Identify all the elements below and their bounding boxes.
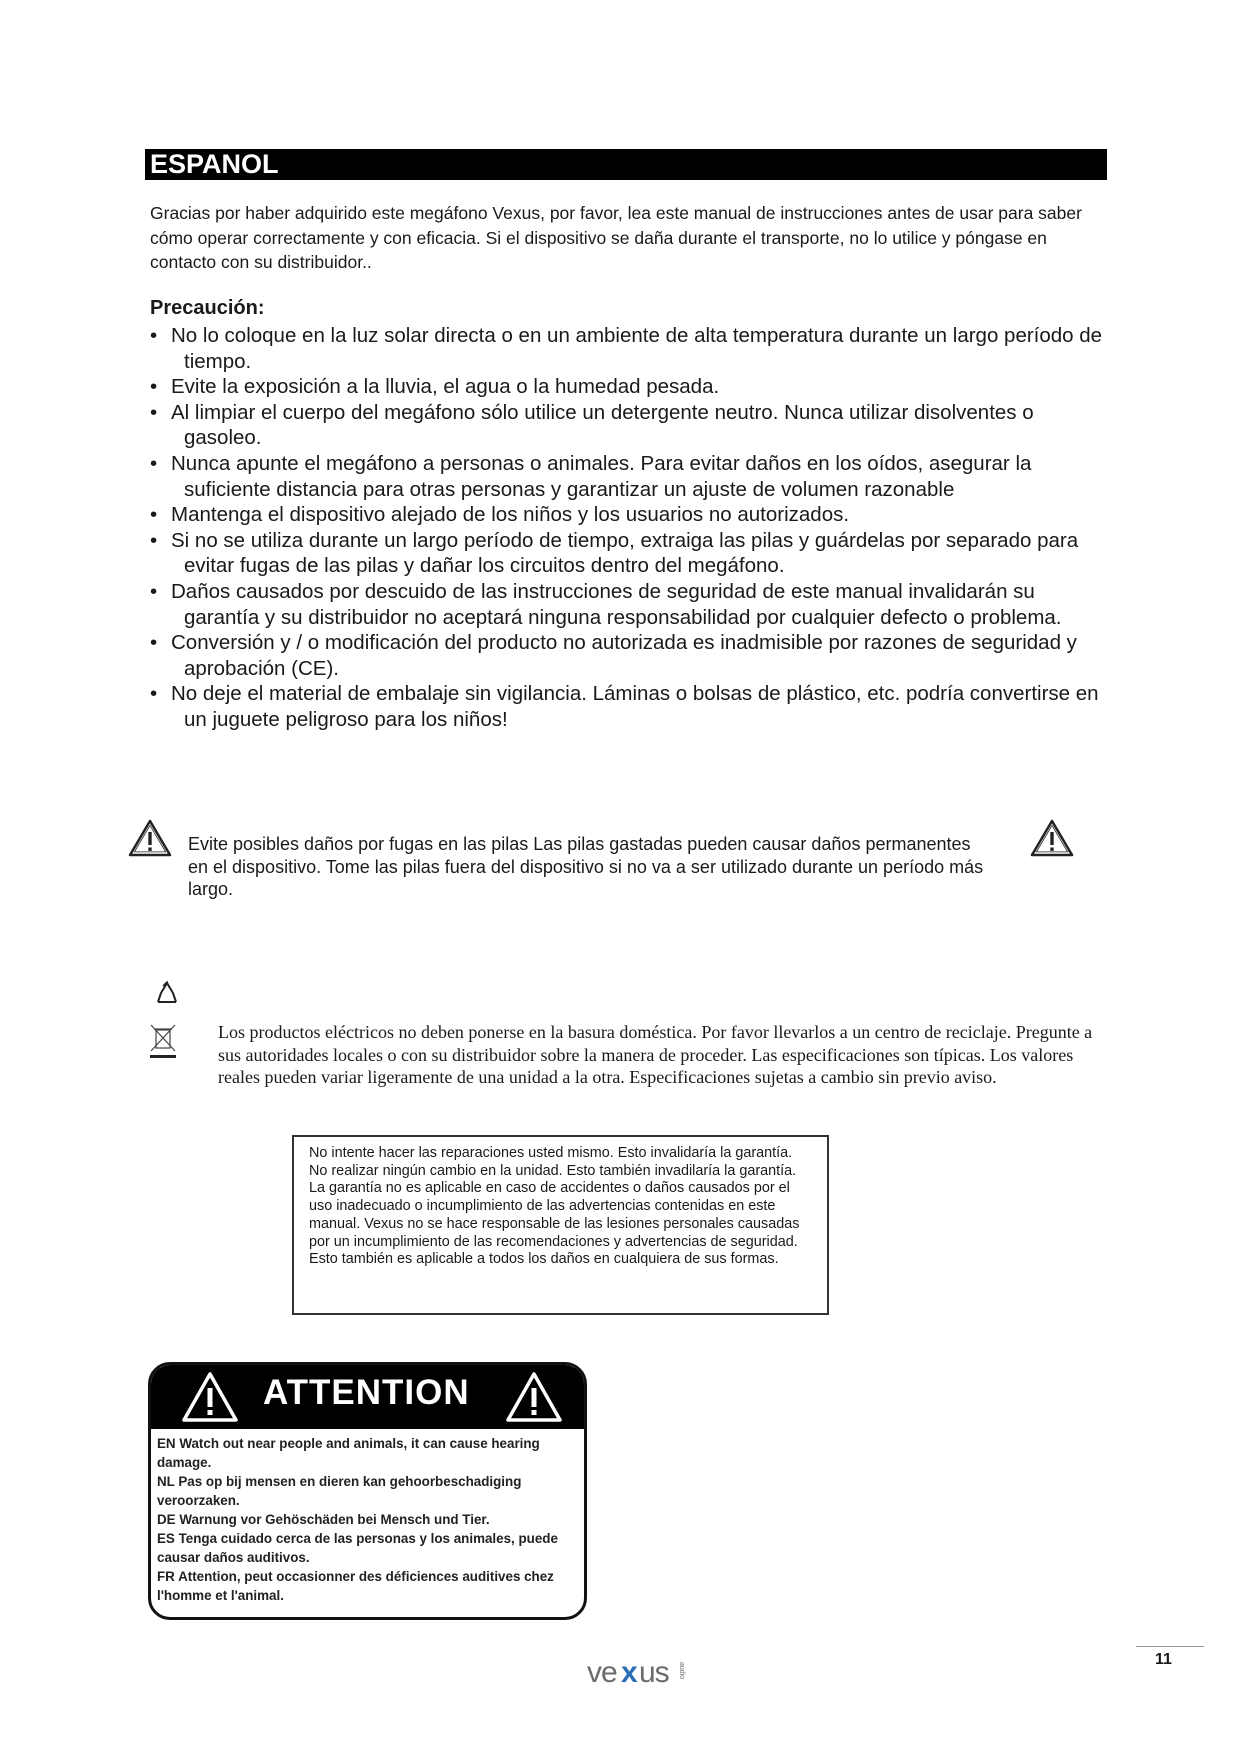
- recycle-icon: [154, 980, 180, 1006]
- warning-triangle-icon: [128, 818, 172, 858]
- language-code: DE: [157, 1512, 176, 1527]
- attention-header: [151, 1365, 584, 1429]
- caution-list: [150, 323, 1110, 733]
- attention-text: Attention, peut occasionner des déficiences auditives chez l'homme et l'animal.: [157, 1569, 554, 1603]
- page-number: 11: [1155, 1651, 1172, 1668]
- attention-title: ATTENTION: [263, 1373, 470, 1412]
- repair-notice-box: [292, 1135, 829, 1315]
- attention-row-fr: [157, 1567, 576, 1605]
- section-title-bar: [145, 149, 1107, 180]
- caution-item: • Conversión y / o modificación del producto no autorizada es inadmisible por razones de seguridad y aprobación (CE).: [150, 630, 1110, 681]
- crossed-bin-icon: [148, 1022, 178, 1060]
- attention-text: Watch out near people and animals, it can cause hearing damage.: [157, 1436, 540, 1470]
- weee-disposal-text: Los productos eléctricos no deben ponerse en la basura doméstica. Por favor llevarlos a un centro de reciclaje. Pregunte a sus autoridades locales o con su distribuidor sobre la manera de proceder. Las especificaciones son típicas. Los valores reales pueden variar ligeramente de una unidad a la otra. Especificaciones sujetas a cambio sin previo aviso.: [218, 1022, 1093, 1087]
- caution-title: Precaución:: [150, 297, 265, 319]
- caution-item: • No deje el material de embalaje sin vigilancia. Láminas o bolsas de plástico, etc. podría convertirse en un juguete peligroso para los niños!: [150, 681, 1110, 732]
- attention-text: Warnung vor Gehöschäden bei Mensch und Tier.: [179, 1512, 490, 1527]
- attention-row-es: [157, 1529, 576, 1567]
- caution-item: • Mantenga el dispositivo alejado de los niños y los usuarios no autorizados.: [150, 502, 1110, 528]
- attention-text: Pas op bij mensen en dieren kan gehoorbeschadiging veroorzaken.: [157, 1474, 522, 1508]
- intro-paragraph: Gracias por haber adquirido este megáfono Vexus, por favor, lea este manual de instrucciones antes de usar para saber cómo operar correctamente y con eficacia. Si el dispositivo se daña durante el transporte, no lo utilice y póngase en contacto con su distribuidor..: [150, 203, 1082, 272]
- attention-text: Tenga cuidado cerca de las personas y los animales, puede causar daños auditivos.: [157, 1531, 558, 1565]
- svg-text:ve: ve: [587, 1656, 617, 1689]
- battery-warning-text: Evite posibles daños por fugas en las pilas Las pilas gastadas pueden causar daños permanentes en el dispositivo. Tome las pilas fuera del dispositivo si no va a ser utilizado durante un período más largo.: [188, 834, 984, 899]
- caution-item: • Nunca apunte el megáfono a personas o animales. Para evitar daños en los oídos, asegurar la suficiente distancia para otras personas y garantizar un ajuste de volumen razonable: [150, 451, 1110, 502]
- caution-item: • Daños causados por descuido de las instrucciones de seguridad de este manual invalidarán su garantía y su distribuidor no aceptará ninguna responsabilidad por cualquier defecto o problema.: [150, 579, 1110, 630]
- caution-item: • No lo coloque en la luz solar directa o en un ambiente de alta temperatura durante un largo período de tiempo.: [150, 323, 1110, 374]
- attention-label: [148, 1362, 587, 1620]
- svg-text:us: us: [639, 1656, 669, 1689]
- caution-item: • Evite la exposición a la lluvia, el agua o la humedad pesada.: [150, 374, 1110, 400]
- language-code: NL: [157, 1474, 175, 1489]
- language-code: ES: [157, 1531, 175, 1546]
- attention-body: [151, 1429, 584, 1605]
- svg-text:x: x: [621, 1656, 638, 1689]
- svg-text:audio: audio: [678, 1662, 685, 1680]
- attention-row-de: [157, 1510, 576, 1529]
- section-title: ESPANOL: [150, 149, 279, 179]
- warning-triangle-icon: [505, 1371, 563, 1423]
- warning-triangle-icon: [181, 1371, 239, 1423]
- footer-divider: [1136, 1646, 1204, 1647]
- caution-item: • Al limpiar el cuerpo del megáfono sólo utilice un detergente neutro. Nunca utilizar disolventes o gasoleo.: [150, 400, 1110, 451]
- attention-row-en: [157, 1434, 576, 1472]
- vexus-logo: [585, 1654, 695, 1690]
- language-code: FR: [157, 1569, 175, 1584]
- caution-item: • Si no se utiliza durante un largo período de tiempo, extraiga las pilas y guárdelas por separado para evitar fugas de las pilas y dañar los circuitos dentro del megáfono.: [150, 528, 1110, 579]
- warning-triangle-icon: [1030, 818, 1074, 858]
- language-code: EN: [157, 1436, 176, 1451]
- attention-row-nl: [157, 1472, 576, 1510]
- repair-notice-text: No intente hacer las reparaciones usted mismo. Esto invalidaría la garantía. No realizar ningún cambio en la unidad. Esto también invadilaría la garantía. La garantía no es aplicable en caso de accidentes o daños causados por el uso inadecuado o incumplimiento de las advertencias contenidas en este manual. Vexus no se hace responsable de las lesiones personales causadas por un incumplimiento de las recomendaciones y advertencias de seguridad. Esto también es aplicable a todos los daños en cualquiera de sus formas.: [309, 1145, 800, 1268]
